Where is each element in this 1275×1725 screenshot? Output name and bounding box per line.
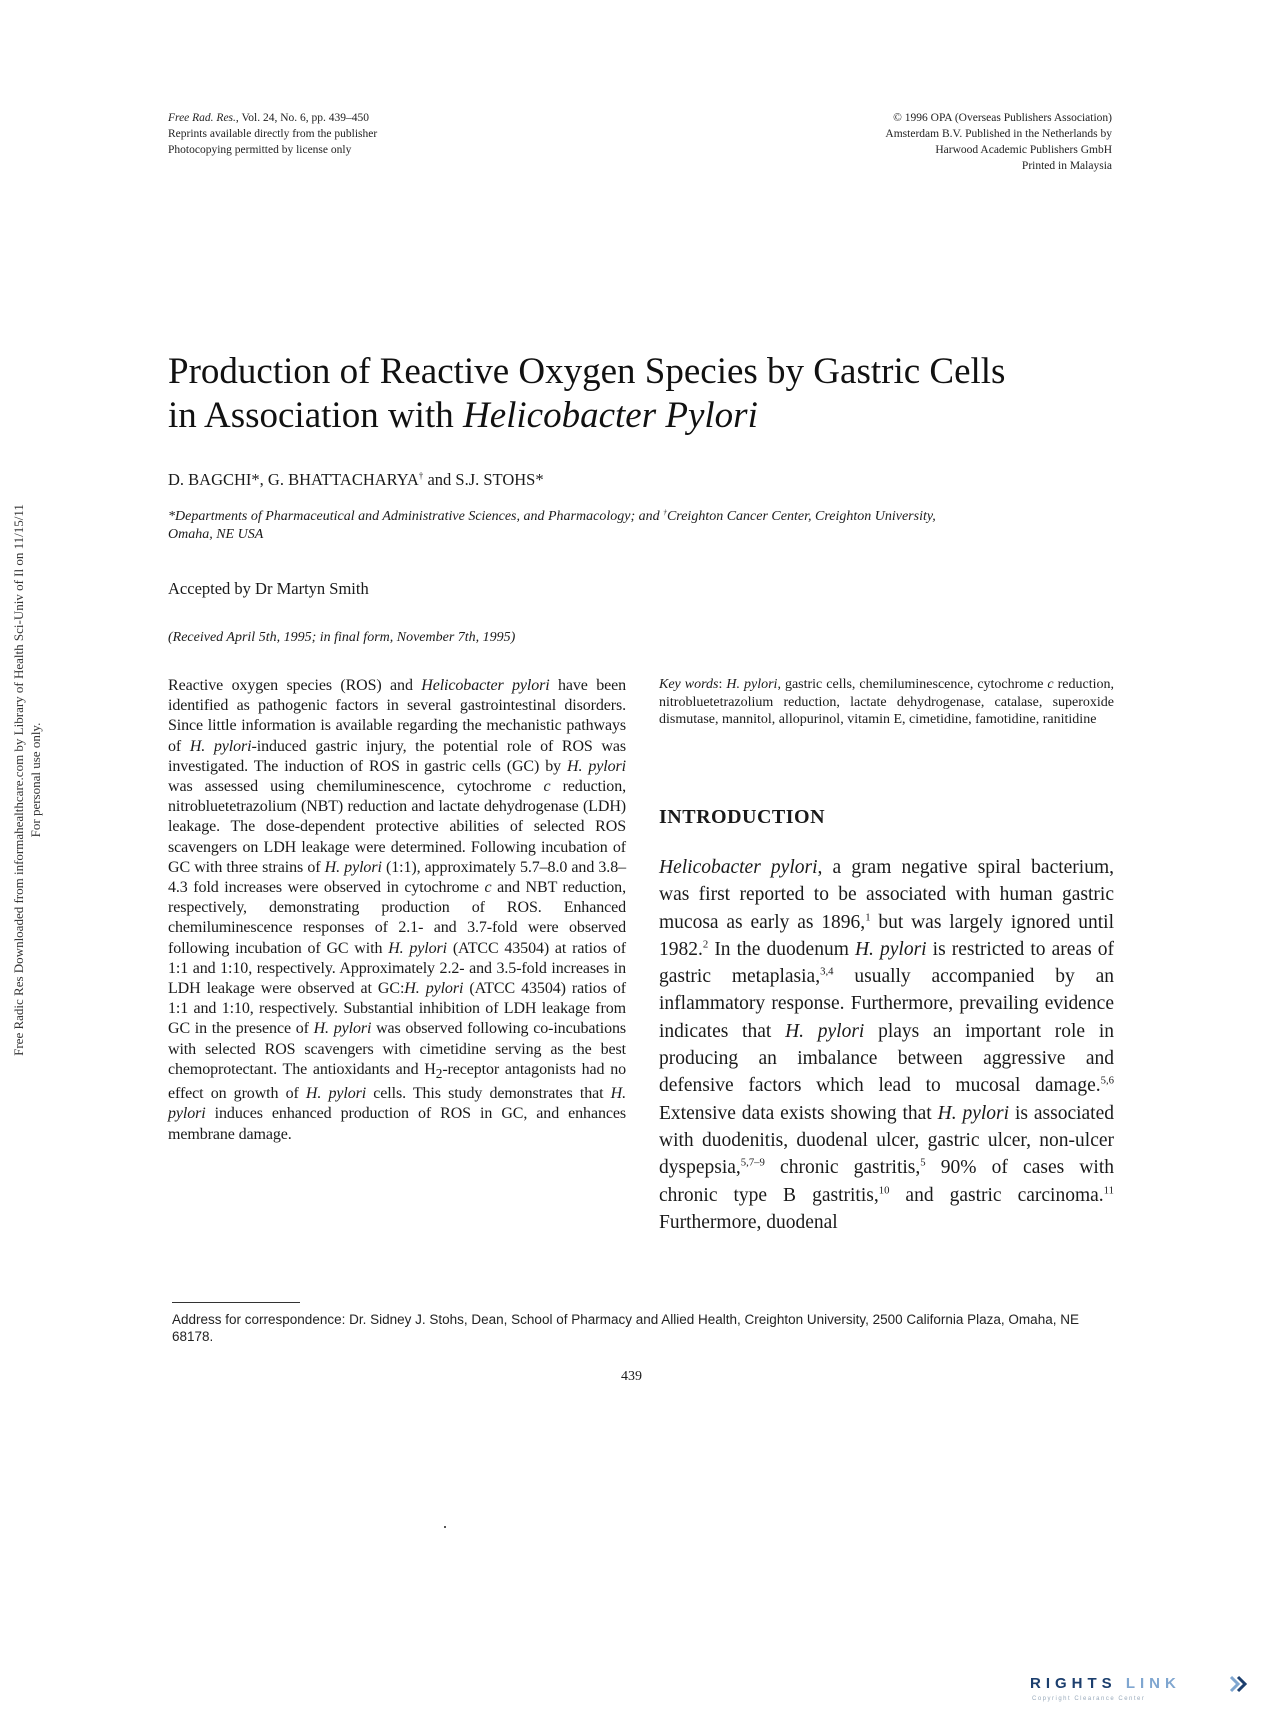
article-title (168, 350, 1128, 438)
publisher-line-1: Amsterdam B.V. Published in the Netherlands by (885, 128, 1112, 140)
title-line-2: in Association with Helicobacter Pylori (168, 395, 758, 436)
section-heading-introduction: INTRODUCTION (659, 806, 826, 828)
journal-citation: Free Rad. Res., Vol. 24, No. 6, pp. 439–450 (168, 112, 370, 124)
received-dates: (Received April 5th, 1995; in final form, November 7th, 1995) (168, 630, 516, 645)
watermark-line-2: For personal use only. (28, 722, 43, 838)
correspondence-footnote: Address for correspondence: Dr. Sidney J. Stohs, Dean, School of Pharmacy and Allied Health, Creighton University, 2500 California Plaza, Omaha, NE 68178. (172, 1312, 1079, 1344)
abstract: Reactive oxygen species (ROS) and Helicobacter pylori have been identified as pathogenic factors in several gastrointestinal disorders. Since little information is available regarding the mechanistic pathways of H. pylori-induced gastric injury, the potential role of ROS was investigated. The induction of ROS in gastric cells (GC) by H. pylori was assessed using chemiluminescence, cytochrome c reduction, nitrobluetetrazolium (NBT) reduction and lactate dehydrogenase (LDH) leakage. The dose-dependent protective abilities of selected ROS scavengers on LDH leakage were determined. Following incubation of GC with three strains of H. pylori (1:1), approximately 5.7–8.0 and 3.8–4.3 fold increases were observed in cytochrome c and NBT reduction, respectively, demonstrating production of ROS. Enhanced chemiluminescence responses of 2.1- and 3.7-fold were observed following incubation of GC with H. pylori (ATCC 43504) at ratios of 1:1 and 1:10, respectively. Approximately 2.2- and 3.5-fold increases in LDH leakage were observed at GC:H. pylori (ATCC 43504) ratios of 1:1 and 1:10, respectively. Substantial inhibition of LDH leakage from GC in the presence of H. pylori was observed following co-incubations with selected ROS scavengers with cimetidine serving as the best chemoprotectant. The antioxidants and $H_2$-receptor antagonists had no effect on growth of H. pylori cells. This study demonstrates that H. pylori induces enhanced production of ROS in GC, and enhances membrane damage. (168, 677, 627, 1143)
rightslink-logo[interactable] (1030, 1675, 1260, 1715)
rightslink-wordmark: RIGHTS LINK (1030, 1675, 1181, 1692)
author-list: D. BAGCHI*, G. BHATTACHARYA† and S.J. STOHS* (168, 470, 544, 489)
rightslink-tagline: Copyright Clearance Center (1032, 1696, 1146, 1702)
download-watermark (10, 430, 50, 1130)
accepted-by: Accepted by Dr Martyn Smith (168, 579, 369, 598)
page-number: 439 (621, 1369, 642, 1384)
rightslink-arrow-icon (1228, 1675, 1248, 1693)
title-line-1: Production of Reactive Oxygen Species by Gastric Cells (168, 351, 1006, 392)
scan-speck (444, 1526, 446, 1528)
header-left (168, 110, 588, 158)
introduction-text: Helicobacter pylori, a gram negative spiral bacterium, was first reported to be associated with human gastric mucosa as early as 1896,$^1$ but was largely ignored until 1982.$^2$ In the duodenum H. pylori is restricted to areas of gastric metaplasia,$^{3,4}$ usually accompanied by an inflammatory response. Furthermore, prevailing evidence indicates that H. pylori plays an important role in producing an imbalance between aggressive and defensive factors which lead to mucosal damage.$^{5,6}$ Extensive data exists showing that H. pylori is associated with duodenitis, duodenal ulcer, gastric ulcer, non-ulcer dyspepsia,$^{5,7-9}$ chronic gastritis,$^5$ 90% of cases with chronic type B gastritis,$^{10}$ and gastric carcinoma.$^{11}$ Furthermore, duodenal (659, 857, 1114, 1233)
copyright-line: © 1996 OPA (Overseas Publishers Association) (893, 112, 1112, 124)
key-words: Key words: H. pylori, gastric cells, chemiluminescence, cytochrome c reduction, nitrobluetetrazolium reduction, lactate dehydrogenase, catalase, superoxide dismutase, mannitol, allopurinol, vitamin E, cimetidine, famotidine, ranitidine (659, 677, 1115, 727)
footnote-rule (172, 1302, 300, 1303)
affiliations: *Departments of Pharmaceutical and Administrative Sciences, and Pharmacology; and †Creighton Cancer Center, Creighton University, Omaha, NE USA (168, 507, 936, 542)
photocopy-note: Photocopying permitted by license only (168, 144, 352, 156)
reprints-note: Reprints available directly from the publisher (168, 128, 378, 140)
printed-in-line: Printed in Malaysia (1021, 160, 1112, 172)
publisher-line-2: Harwood Academic Publishers GmbH (935, 144, 1112, 156)
watermark-line-1: Free Radic Res Downloaded from informahealthcare.com by Library of Health Sci-Univ of Il on 11/15/11 (11, 504, 26, 1056)
header-right (760, 110, 1112, 174)
